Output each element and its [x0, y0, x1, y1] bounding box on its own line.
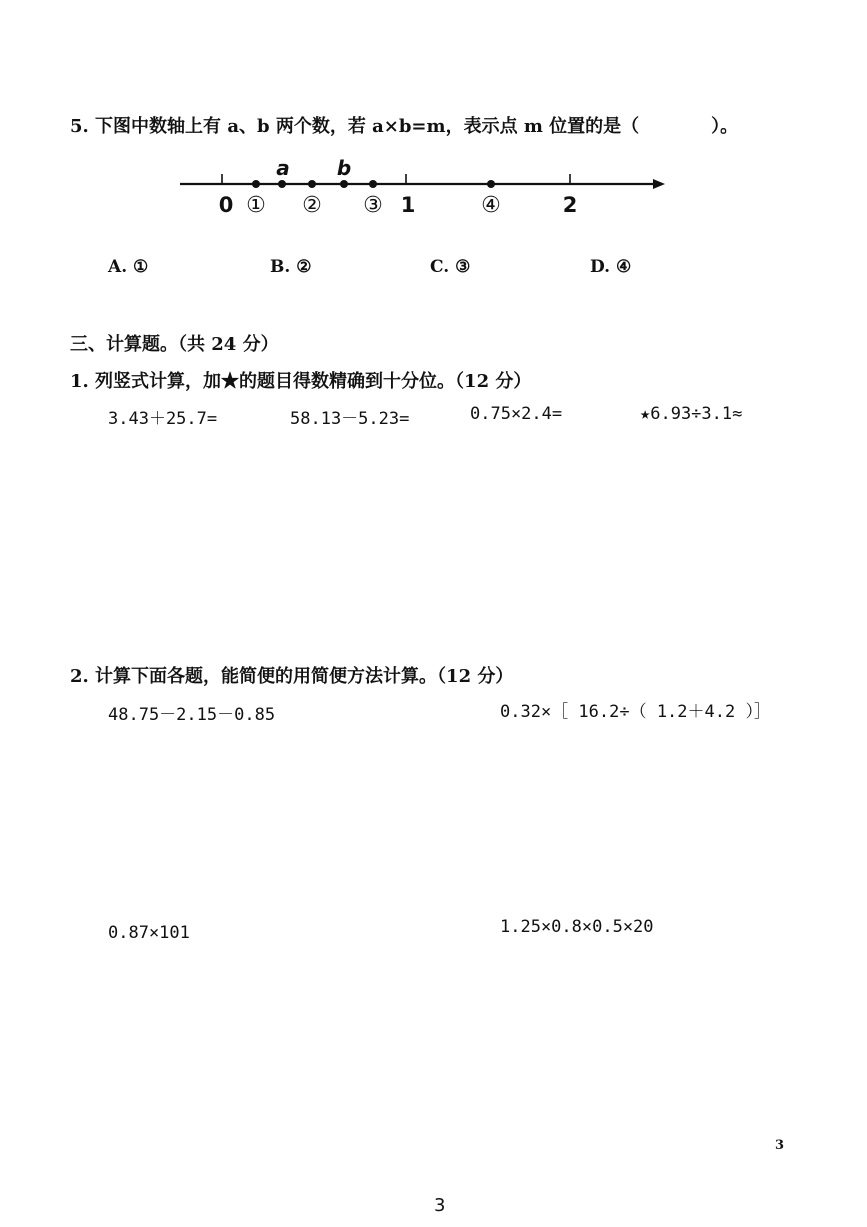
- option-c: C. ③: [430, 257, 471, 277]
- option-b: B. ②: [270, 257, 312, 277]
- point-3-dot: [369, 180, 377, 188]
- tick-label-0: 0: [218, 193, 234, 217]
- point-label-3: ③: [363, 193, 383, 218]
- point-1-dot: [252, 180, 260, 188]
- option-a: A. ①: [108, 257, 149, 277]
- point-label-1: ①: [246, 193, 266, 218]
- point-label-4: ④: [481, 193, 501, 218]
- q2-item-2: 0.32×［ 16.2÷（ 1.2＋4.2 ）］: [500, 702, 771, 722]
- section-3-q2-title: 2. 计算下面各题，能简便的用简便方法计算。（12 分）: [70, 666, 514, 687]
- q1-item-2: 58.13－5.23=: [290, 409, 410, 429]
- page-number-small: 3: [775, 1138, 785, 1153]
- tick-label-1: 1: [400, 193, 416, 217]
- point-2-dot: [308, 180, 316, 188]
- q1-item-1: 3.43＋25.7=: [108, 409, 218, 429]
- q1-item-4: ★6.93÷3.1≈: [640, 404, 743, 424]
- option-d: D. ④: [590, 257, 632, 277]
- page-number: 3: [434, 1195, 446, 1216]
- q2-item-1: 48.75－2.15－0.85: [108, 705, 276, 725]
- number-line-arrow: [653, 179, 665, 189]
- section-3-heading: 三、计算题。（共 24 分）: [70, 334, 279, 355]
- q2-item-3: 0.87×101: [108, 923, 190, 943]
- question-5-text: 5. 下图中数轴上有 a、b 两个数，若 a×b=m，表示点 m 位置的是（ ）。: [70, 116, 739, 137]
- section-3-q1-title: 1. 列竖式计算，加★的题目得数精确到十分位。（12 分）: [70, 371, 532, 392]
- point-label-2: ②: [302, 193, 322, 218]
- q1-item-3: 0.75×2.4=: [470, 404, 563, 424]
- number-line-figure: [170, 150, 680, 225]
- q2-item-4: 1.25×0.8×0.5×20: [500, 917, 654, 937]
- var-b-label: b: [336, 156, 352, 180]
- point-a-dot: [278, 180, 286, 188]
- point-b-dot: [340, 180, 348, 188]
- var-a-label: a: [276, 156, 290, 180]
- point-4-dot: [487, 180, 495, 188]
- tick-label-2: 2: [562, 193, 578, 217]
